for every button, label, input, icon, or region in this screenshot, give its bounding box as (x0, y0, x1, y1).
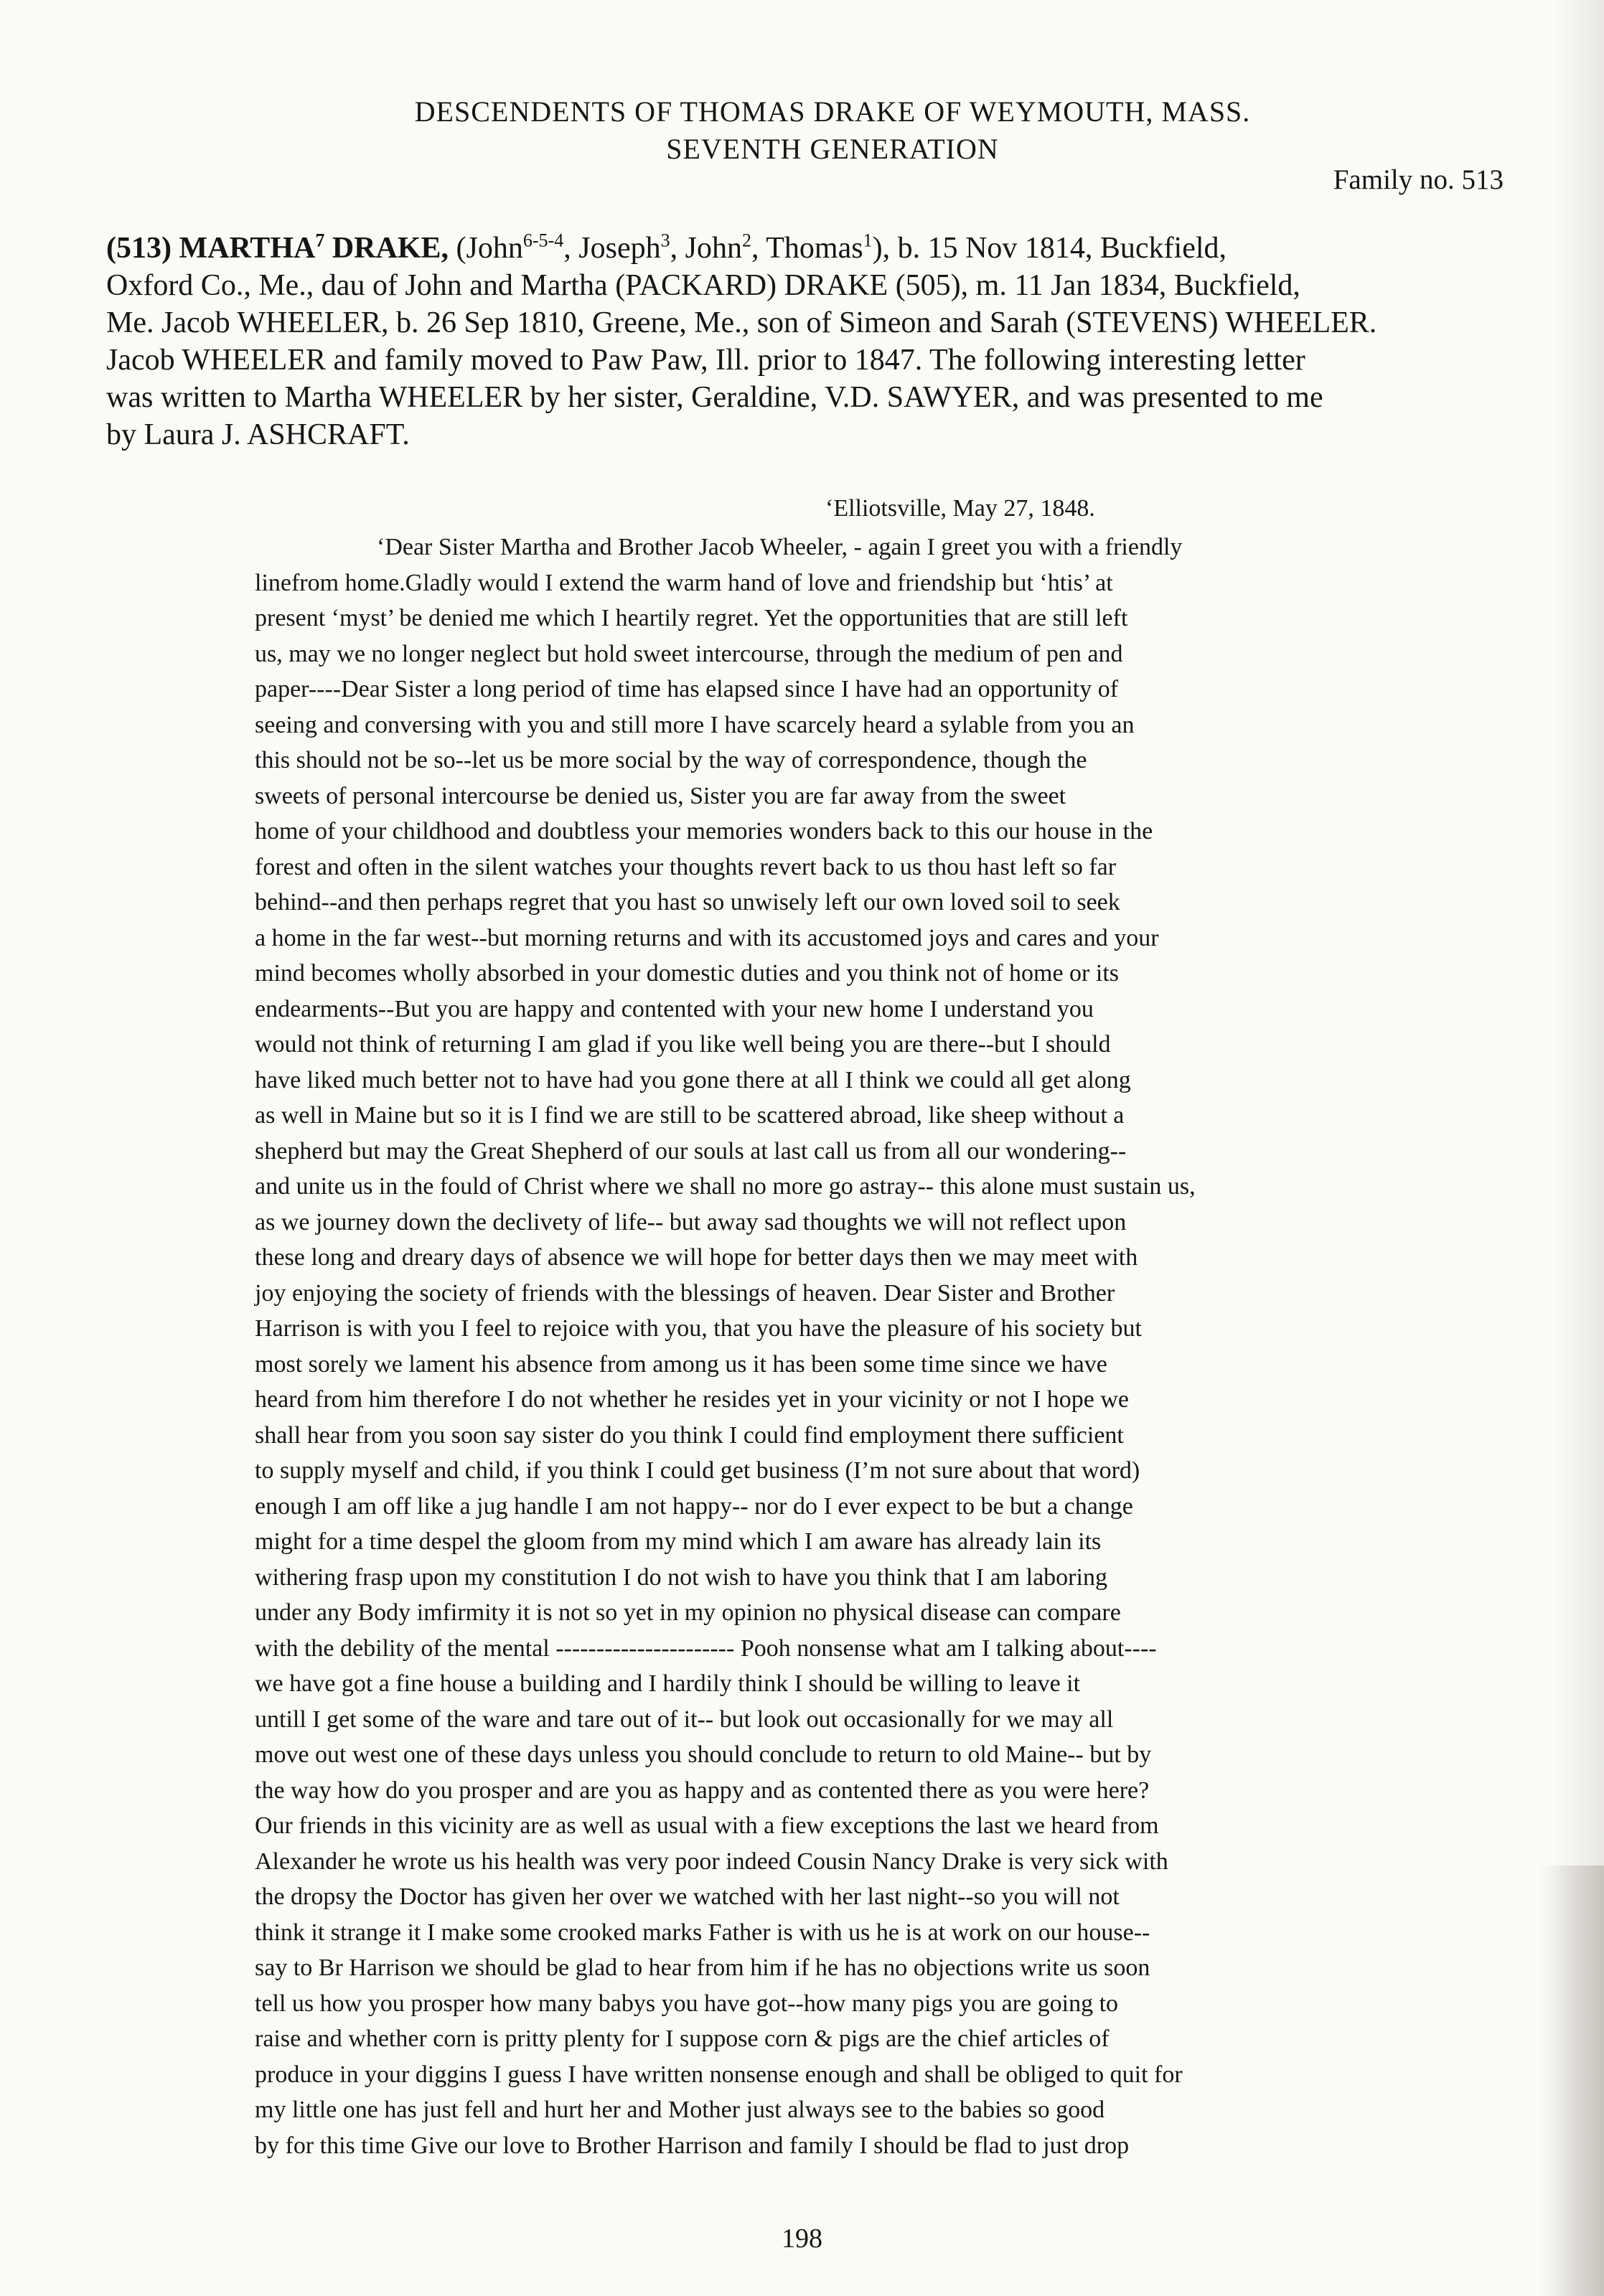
letter-line: by for this time Give our love to Brother Harrison and family I should be flad to just drop (255, 2132, 1130, 2159)
letter-line: these long and dreary days of absence we will hope for better days then we may meet with (255, 1244, 1138, 1271)
entry-line1-rest: ), b. 15 Nov 1814, Buckfield, (872, 232, 1227, 265)
letter-line: heard from him therefore I do not whether he resides yet in your vicinity or not I hope we (255, 1386, 1129, 1413)
lineage-4: , Thomas (751, 232, 863, 265)
letter-body (255, 530, 1475, 2163)
letter-line: as we journey down the declivety of life-- but away sad thoughts we will not reflect upon (255, 1208, 1127, 1236)
letter-line: shall hear from you soon say sister do you think I could find employment there sufficient (255, 1421, 1124, 1449)
header-subtitle: SEVENTH GENERATION (666, 133, 999, 165)
entry-line: Oxford Co., Me., dau of John and Martha (PACKARD) DRAKE (505), m. 11 Jan 1834, Buckfield, (106, 269, 1300, 302)
lineage-2-sup: 3 (660, 230, 670, 251)
letter-line: we have got a fine house a building and I hardily think I should be willing to leave it (255, 1670, 1081, 1697)
letter-line: under any Body imfirmity it is not so yet in my opinion no physical disease can compare (255, 1599, 1121, 1626)
letter-line: mind becomes wholly absorbed in your domestic duties and you think not of home or its (255, 960, 1119, 987)
letter-line: tell us how you prosper how many babys you have got--how many pigs you are going to (255, 1990, 1119, 2017)
letter-line: home of your childhood and doubtless your memories wonders back to this our house in the (255, 818, 1153, 844)
letter-line: move out west one of these days unless you should conclude to return to old Maine-- but by (255, 1741, 1152, 1768)
letter-line: behind--and then perhaps regret that you hast so unwisely left our own loved soil to seek (255, 889, 1120, 916)
letter-line: present ‘myst’ be denied me which I heartily regret. Yet the opportunities that are still left (255, 605, 1128, 631)
letter-line: with the debility of the mental ---------------------- Pooh nonsense what am I talking about---- (255, 1634, 1157, 1662)
entry-line: was written to Martha WHEELER by her sister, Geraldine, V.D. SAWYER, and was presented to me (106, 381, 1323, 414)
entry-line: by Laura J. ASHCRAFT. (106, 418, 410, 451)
letter-line: have liked much better not to have had you gone there at all I think we could all get along (255, 1066, 1131, 1093)
entry-line: Jacob WHEELER and family moved to Paw Paw, Ill. prior to 1847. The following interesting letter (106, 344, 1305, 377)
letter-line: say to Br Harrison we should be glad to hear from him if he has no objections write us soon (255, 1954, 1150, 1981)
entry-line: Me. Jacob WHEELER, b. 26 Sep 1810, Greene, Me., son of Simeon and Sarah (STEVENS) WHEELER. (106, 306, 1377, 339)
letter-line: my little one has just fell and hurt her and Mother just always see to the babies so good (255, 2097, 1105, 2123)
genealogy-entry (106, 230, 1556, 453)
lineage-2: , Joseph (563, 232, 661, 265)
lineage-3: , John (670, 232, 742, 265)
letter-line: shepherd but may the Great Shepherd of our souls at last call us from all our wondering-- (255, 1137, 1127, 1165)
page-header (337, 93, 1328, 168)
letter-line: withering frasp upon my constitution I do not wish to have you think that I am laboring (255, 1563, 1107, 1591)
entry-first-line (106, 230, 1556, 267)
letter-line: forest and often in the silent watches your thoughts revert back to us thou hast left so far (255, 853, 1117, 880)
letter-line: the dropsy the Doctor has given her over we watched with her last night--so you will not (255, 1883, 1120, 1910)
letter-line: Harrison is with you I feel to rejoice with you, that you have the pleasure of his society but (255, 1315, 1142, 1342)
letter-line: as well in Maine but so it is I find we are still to be scattered abroad, like sheep without a (255, 1102, 1125, 1129)
entry-name: MARTHA (179, 232, 316, 265)
letter-line: ‘Dear Sister Martha and Brother Jacob Wheeler, - again I greet you with a friendly (377, 534, 1183, 560)
entry-surname: DRAKE, (332, 232, 449, 265)
letter-line: Alexander he wrote us his health was very poor indeed Cousin Nancy Drake is very sick with (255, 1848, 1168, 1875)
letter-line: this should not be so--let us be more social by the way of correspondence, though the (255, 747, 1087, 773)
letter-line: most sorely we lament his absence from among us it has been some time since we have (255, 1350, 1107, 1378)
letter-line: the way how do you prosper and are you as happy and as contented there as you were here? (255, 1777, 1150, 1804)
family-number: Family no. 513 (1333, 164, 1504, 195)
generation-superscript: 7 (315, 230, 325, 251)
letter-line: raise and whether corn is pritty plenty for I suppose corn & pigs are the chief articles of (255, 2026, 1110, 2052)
letter-line: produce in your diggins I guess I have written nonsense enough and shall be obliged to quit for (255, 2061, 1183, 2088)
page-number: 198 (782, 2224, 822, 2254)
header-title: DESCENDENTS OF THOMAS DRAKE OF WEYMOUTH, MASS. (414, 95, 1251, 128)
letter-line: and unite us in the fould of Christ where we shall no more go astray-- this alone must sustain us, (255, 1173, 1196, 1200)
lineage-4-sup: 1 (863, 230, 873, 251)
lineage-1-sup: 6-5-4 (522, 230, 564, 251)
letter-dateline: ‘Elliotsville, May 27, 1848. (825, 495, 1095, 522)
letter-line: to supply myself and child, if you think I could get business (I’m not sure about that word) (255, 1457, 1140, 1484)
letter-line: might for a time despel the gloom from my mind which I am aware has already lain its (255, 1528, 1102, 1555)
letter-line: endearments--But you are happy and contented with your new home I understand you (255, 995, 1094, 1022)
letter-line: joy enjoying the society of friends with the blessings of heaven. Dear Sister and Brother (255, 1279, 1115, 1307)
lineage-3-sup: 2 (741, 230, 751, 251)
letter-line: a home in the far west--but morning returns and with its accustomed joys and cares and your (255, 924, 1159, 951)
letter-line: Our friends in this vicinity are as well as usual with a fiew exceptions the last we heard from (255, 1812, 1159, 1839)
letter-line: think it strange it I make some crooked marks Father is with us he is at work on our house-- (255, 1919, 1150, 1946)
letter-line: would not think of returning I am glad if you like well being you are there--but I should (255, 1031, 1111, 1058)
lineage-1: (John (456, 232, 523, 265)
letter-line: enough I am off like a jug handle I am not happy-- nor do I ever expect to be but a change (255, 1492, 1133, 1520)
entry-number: (513) (106, 232, 172, 265)
letter-line: linefrom home.Gladly would I extend the warm hand of love and friendship but ‘htis’ at (255, 569, 1113, 596)
letter-line: untill I get some of the ware and tare out of it-- but look out occasionally for we may all (255, 1705, 1114, 1733)
letter-line: paper----Dear Sister a long period of time has elapsed since I have had an opportunity of (255, 676, 1119, 702)
letter-line: sweets of personal intercourse be denied us, Sister you are far away from the sweet (255, 782, 1066, 809)
letter-line: us, may we no longer neglect but hold sweet intercourse, through the medium of pen and (255, 640, 1123, 667)
letter-line: seeing and conversing with you and still more I have scarcely heard a sylable from you an (255, 711, 1135, 738)
